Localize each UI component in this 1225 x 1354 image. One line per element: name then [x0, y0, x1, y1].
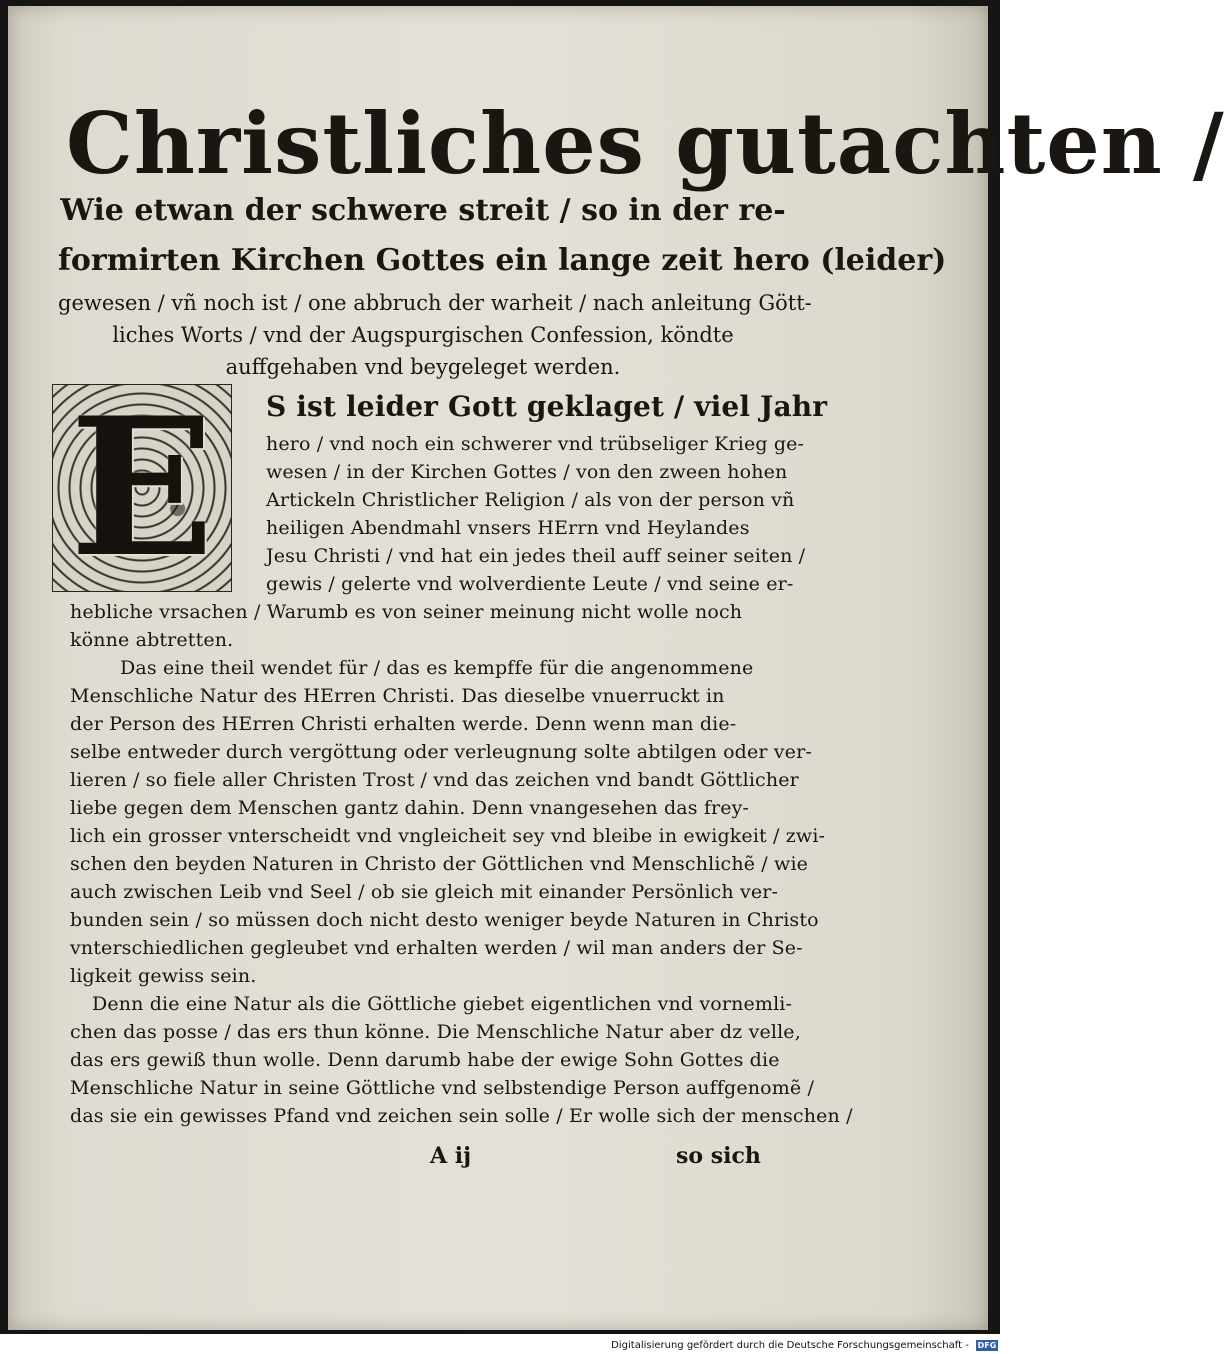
decorated-initial: [52, 376, 232, 599]
page-title: Christliches gutachten /: [66, 94, 1225, 193]
subtitle-small-line-1: gewesen / vñ noch ist / one abbruch der warheit / nach anleitung Gött-: [58, 291, 812, 315]
body-line: Das eine theil wendet für / das es kempffe für die angenommene: [120, 657, 754, 679]
body-line: wesen / in der Kirchen Gottes / von den zween hohen: [266, 461, 788, 483]
body-line: liebe gegen dem Menschen gantz dahin. Denn vnangesehen das frey-: [70, 797, 750, 819]
body-line: bunden sein / so müssen doch nicht desto weniger beyde Naturen in Christo: [70, 909, 819, 931]
digitization-credit: [600, 1339, 998, 1353]
body-line: S ist leider Gott geklaget / viel Jahr: [266, 390, 828, 423]
body-line: auch zwischen Leib vnd Seel / ob sie gleich mit einander Persönlich ver-: [70, 881, 779, 903]
body-line: der Person des HErren Christi erhalten werde. Denn wenn man die-: [70, 713, 737, 735]
initial-letter: E: [69, 376, 215, 599]
body-line: Jesu Christi / vnd hat ein jedes theil auff seiner seiten /: [266, 545, 806, 567]
catchword: so sich: [676, 1143, 761, 1169]
subtitle-small-line-2: liches Worts / vnd der Augspurgischen Confession, köndte: [112, 323, 734, 347]
body-line: Artickeln Christlicher Religion / als von der person vñ: [266, 489, 795, 511]
body-line: gewis / gelerte vnd wolverdiente Leute / vnd seine er-: [266, 573, 794, 595]
subtitle-line-2: formirten Kirchen Gottes ein lange zeit hero (leider): [58, 243, 947, 278]
body-line: chen das posse / das ers thun könne. Die Menschliche Natur aber dz velle,: [70, 1021, 801, 1043]
body-line: heiligen Abendmahl vnsers HErrn vnd Heylandes: [266, 517, 750, 539]
subtitle-line-1: Wie etwan der schwere streit / so in der re-: [60, 193, 786, 228]
body-line: hebliche vrsachen / Warumb es von seiner meinung nicht wolle noch: [70, 601, 743, 623]
body-line: Menschliche Natur des HErren Christi. Das dieselbe vnuerruckt in: [70, 685, 725, 707]
dfg-logo: DFG: [977, 1340, 997, 1350]
body-line: könne abtretten.: [70, 629, 234, 651]
body-line: ligkeit gewiss sein.: [70, 965, 257, 987]
book-page: [8, 6, 1225, 1330]
body-line: das ers gewiß thun wolle. Denn darumb habe der ewige Sohn Gottes die: [70, 1049, 780, 1071]
body-line: selbe entweder durch vergöttung oder verleugnung solte abtilgen oder ver-: [70, 741, 812, 763]
body-line: Denn die eine Natur als die Göttliche giebet eigentlichen vnd vornemli-: [92, 993, 793, 1015]
body-line: lieren / so fiele aller Christen Trost / vnd das zeichen vnd bandt Göttlicher: [70, 769, 799, 791]
body-line: lich ein grosser vnterscheidt vnd vngleicheit sey vnd bleibe in ewigkeit / zwi-: [70, 825, 826, 847]
body-line: hero / vnd noch ein schwerer vnd trübseliger Krieg ge-: [266, 433, 805, 455]
signature-mark: A ij: [430, 1143, 472, 1169]
credit-text: Digitalisierung gefördert durch die Deutsche Forschungsgemeinschaft -: [611, 1340, 969, 1351]
body-line: das sie ein gewisses Pfand vnd zeichen sein solle / Er wolle sich der menschen /: [70, 1105, 853, 1127]
body-line: vnterschiedlichen gegleubet vnd erhalten werden / wil man anders der Se-: [70, 937, 803, 959]
body-line: Menschliche Natur in seine Göttliche vnd selbstendige Person auffgenomẽ /: [70, 1077, 815, 1099]
body-line: schen den beyden Naturen in Christo der Göttlichen vnd Menschlichẽ / wie: [70, 853, 809, 875]
subtitle-small-line-3: auffgehaben vnd beygeleget werden.: [225, 355, 621, 379]
